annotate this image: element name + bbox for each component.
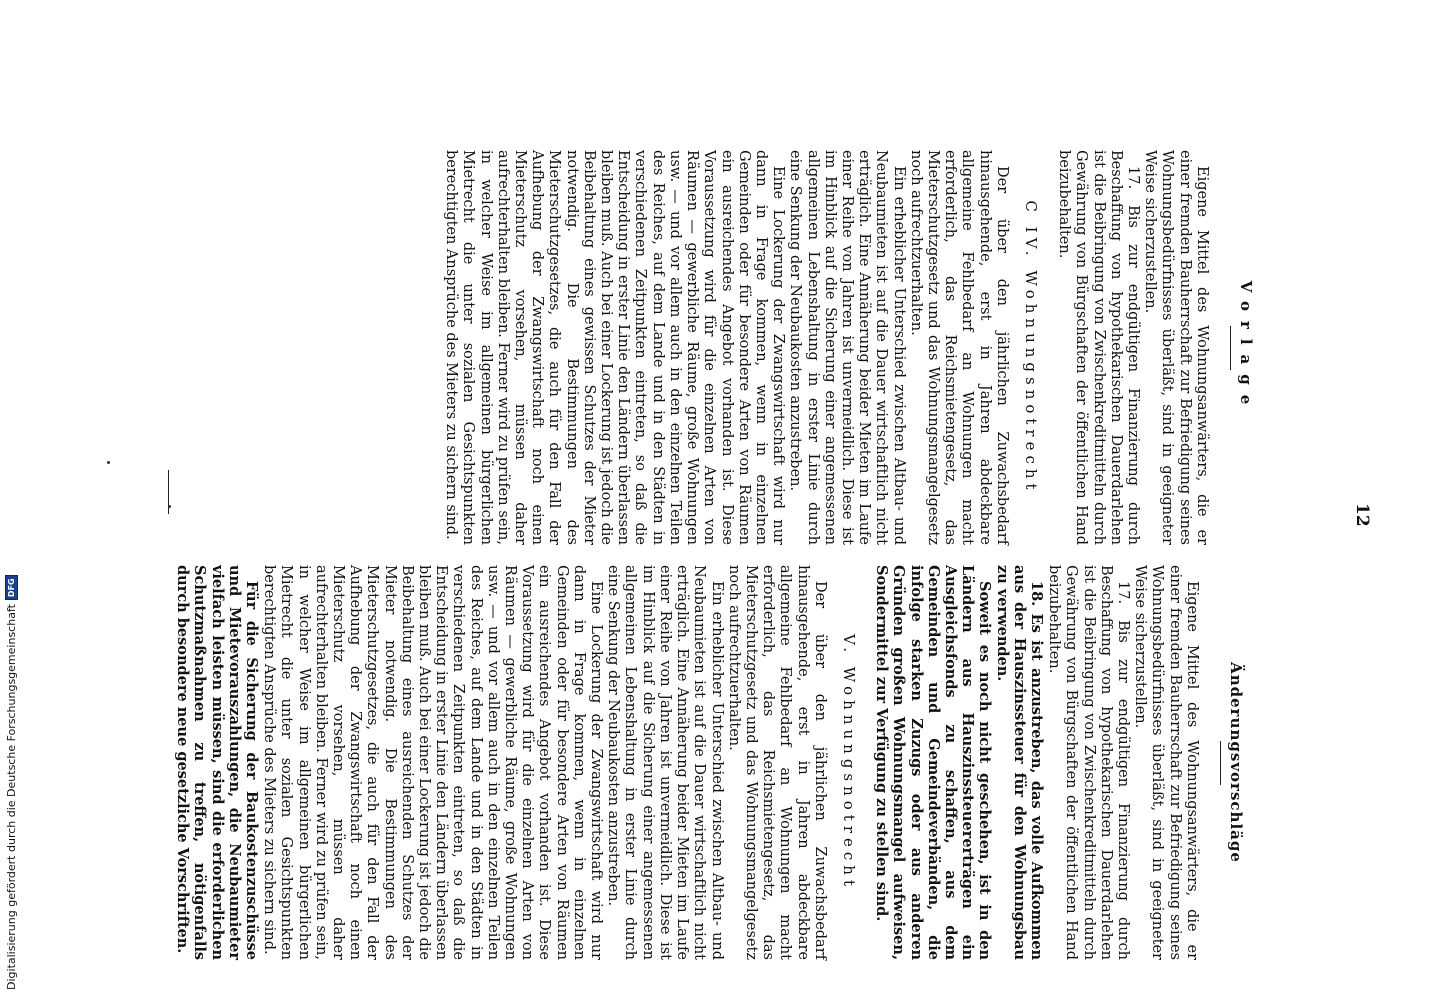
paragraph: Eigene Mittel des Wohnungsanwärters, die er einer fremden Bauherrschaft zur Befriedigung seines Wohnungsbedürfnisses überläßt, sind in geeigneter Weise sicherzustellen. — [1142, 150, 1210, 545]
section-title: C IV. Wohnungsnotrecht — [1021, 200, 1040, 495]
paragraph: Eine Lockerung der Zwangswirtschaft wird nur dann in Frage kommen, wenn in einzelnen Gemeinden oder für besondere Arten von Räumen ein ausreichendes Angebot vorhanden ist. Diese Voraussetzung wird für die einzelnen Arten von Räumen — gewerbliche Räume, große Wohnungen usw. — und vor allem auch in den einzelnen Teilen des Reiches, auf dem Lande und in den Städten in verschiedenen Zeitpunkten eintreten, so daß die Entscheidung in erster Linie den Ländern überlassen bleiben muß. Auch bei einer Lockerung ist jedoch die Beibehaltung eines gewissen Schutzes der Mieter notwendig. Die Bestimmungen des Mieterschutzgesetzes, die auch für den Fall der Aufhebung der Zwangswirtschaft noch einen Mieterschutz vorsehen, müssen daher aufrechterhalten bleiben. Ferner wird zu prüfen sein, in welcher Weise im allgemeinen bürgerlichen Mietrecht die unter sozialen Gesichtspunkten berechtigten Ansprüche des Mieters zu sichern sind. — [443, 150, 787, 545]
scan-speck — [107, 461, 110, 464]
page-number: 12 — [1352, 503, 1372, 527]
bold-paragraph: Soweit es noch nicht geschehen, ist in den Ländern aus Hauszinssteuererträgen ein Ausgleichsfonds zu schaffen, aus dem Gemeinden und Gemeindeverbänden, die infolge starken Zuzugs oder aus anderen Gründen großen Wohnungsmangel aufweisen, Sondermittel zur Verfügung zu stellen sind. — [873, 565, 994, 960]
right-column — [174, 565, 1244, 960]
bold-paragraph: Für die Sicherung der Baukostenzuschüsse und Mietevorauszahlungen, die Neubaumieter vielfach leisten müssen, sind die erforderlichen Schutzmaßnahmen zu treffen, nötigenfalls durch besondere neue gesetzliche Vorschriften. — [174, 565, 261, 960]
bold-paragraph: 18. Es ist anzustreben, das volle Aufkommen aus der Hauszinssteuer für den Wohnungsbau zu verwenden. — [993, 565, 1045, 960]
footer-text: Digitalisierung gefördert durch die Deutsche Forschungsgemeinschaft — [5, 604, 18, 990]
paragraph: Ein erheblicher Unterschied zwischen Altbau- und Neubaumieten ist auf die Dauer wirtschaftlich nicht erträglich. Eine Annäherung beider Mieten im Laufe einer Reihe von Jahren ist unvermeidlich. Diese ist im Hinblick auf die Sicherung einer angemessenen allgemeinen Lebenshaltung in erster Linie durch eine Senkung der Neubaukosten anzustreben. — [605, 565, 725, 960]
paragraph: Der über den jährlichen Zuwachsbedarf hinausgehende, erst in Jahren abdeckbare allgemeine Fehlbedarf an Wohnungen macht erforderlich, das Reichsmietengesetz, das Mieterschutzgesetz und das Wohnungsmangelgesetz noch aufrechtzuerhalten. — [725, 565, 828, 960]
header-rule — [1220, 741, 1221, 785]
digitization-footer — [5, 575, 18, 990]
paragraph: Der über den jährlichen Zuwachsbedarf hinausgehende, erst in Jahren abdeckbare allgemeine Fehlbedarf an Wohnungen macht erforderlich, das Reichsmietengesetz, das Mieterschutzgesetz und das Wohnungsmangelgesetz noch aufrechtzuerhalten. — [907, 150, 1010, 545]
right-column-header: Änderungsvorschläge — [1227, 662, 1245, 863]
left-column — [442, 150, 1254, 545]
left-column-header: Vorlage — [1237, 280, 1255, 415]
paragraph: Eigene Mittel des Wohnungsanwärters, die er einer fremden Bauherrschaft zur Befriedigung seines Wohnungsbedürfnisses überläßt, sind in geeigneter Weise sicherzustellen. — [1132, 565, 1200, 960]
paragraph: 17. Bis zur endgültigen Finanzierung durch Beschaffung von hypothekarischen Dauerdarlehen ist die Beibringung von Zwischenkreditmitteln durch Gewährung von Bürgschaften der öffentlichen Hand beizubehalten. — [1046, 565, 1131, 960]
header-rule — [1230, 326, 1231, 370]
section-title: V. Wohnungsnotrecht — [839, 634, 858, 891]
scan-speck — [168, 505, 171, 508]
paragraph: 17. Bis zur endgültigen Finanzierung durch Beschaffung von hypothekarischen Dauerdarlehen ist die Beibringung von Zwischenkreditmitteln durch Gewährung von Bürgschaften der öffentlichen Hand beizubehalten. — [1056, 150, 1141, 545]
paragraph: Ein erheblicher Unterschied zwischen Altbau- und Neubaumieten ist auf die Dauer wirtschaftlich nicht erträglich. Eine Annäherung beider Mieten im Laufe einer Reihe von Jahren ist unvermeidlich. Diese ist im Hinblick auf die Sicherung einer angemessenen allgemeinen Lebenshaltung in erster Linie durch eine Senkung der Neubaukosten anzustreben. — [787, 150, 907, 545]
paragraph: Eine Lockerung der Zwangswirtschaft wird nur dann in Frage kommen, wenn in einzelnen Gemeinden oder für besondere Arten von Räumen ein ausreichendes Angebot vorhanden ist. Diese Voraussetzung wird für die einzelnen Arten von Räumen — gewerbliche Räume, große Wohnungen usw. — und vor allem auch in den einzelnen Teilen des Reiches, auf dem Lande und in den Städten in verschiedenen Zeitpunkten eintreten, so daß die Entscheidung in erster Linie den Ländern überlassen bleiben muß. Auch bei einer Lockerung ist jedoch die Beibehaltung eines ausreichenden Schutzes der Mieter notwendig. Die Bestimmungen des Mieterschutzgesetzes, die auch für den Fall der Aufhebung der Zwangswirtschaft noch einen Mieterschutz vorsehen, müssen daher aufrechterhalten bleiben. Ferner wird zu prüfen sein, in welcher Weise im allgemeinen bürgerlichen Mietrecht die unter sozialen Gesichtspunkten berechtigten Ansprüche des Mieters zu sichern sind. — [261, 565, 605, 960]
dfg-logo-icon: DFG — [5, 575, 18, 600]
